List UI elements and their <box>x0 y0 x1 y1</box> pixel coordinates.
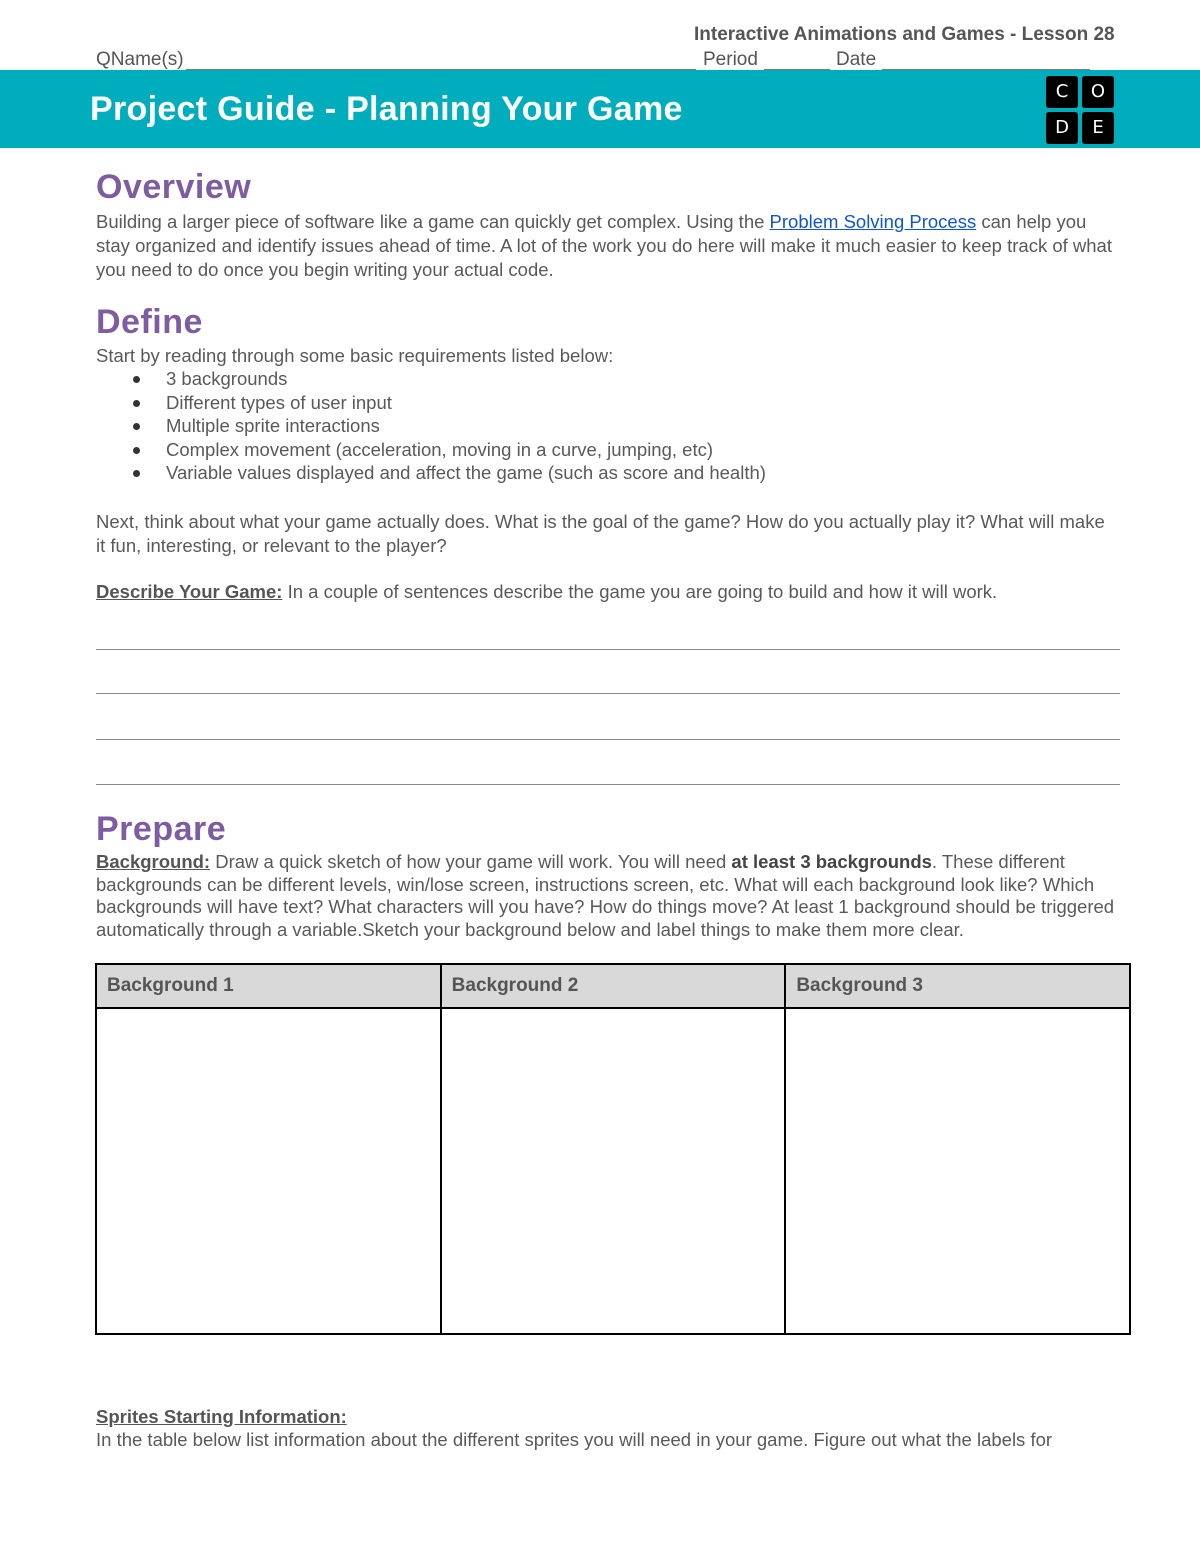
list-item <box>130 391 766 415</box>
sketch-cell-background-2[interactable] <box>441 1008 786 1334</box>
answer-line-4[interactable] <box>96 784 1120 785</box>
describe-text: In a couple of sentences describe the game you are going to build and how it will work. <box>282 581 998 602</box>
period-label: Period <box>703 49 758 70</box>
table-header-background-3: Background 3 <box>785 964 1130 1008</box>
overview-heading: Overview <box>96 168 252 206</box>
logo-letter-e: E <box>1082 112 1114 144</box>
define-heading: Define <box>96 303 203 341</box>
background-text-start: Draw a quick sketch of how your game will work. You will need <box>210 851 732 872</box>
name-label: QName(s) <box>96 49 184 70</box>
answer-line-1[interactable] <box>96 649 1120 650</box>
background-label: Background: <box>96 851 211 872</box>
overview-text-start: Building a larger piece of software like a game can quickly get complex. Using the <box>96 211 770 232</box>
requirement-text: Different types of user input <box>166 391 392 413</box>
prepare-heading: Prepare <box>96 810 227 848</box>
bullet-icon <box>133 400 140 407</box>
overview-text <box>96 210 1116 282</box>
logo-letter-d: D <box>1046 112 1078 144</box>
define-next-text: Next, think about what your game actually does. What is the goal of the game? How do you actually play it? What will make it fun, interesting, or relevant to the player? <box>96 511 1105 556</box>
answer-line-2[interactable] <box>96 693 1120 694</box>
background-emphasis: at least 3 backgrounds <box>731 851 932 872</box>
list-item <box>130 461 766 485</box>
requirement-text: 3 backgrounds <box>166 368 288 389</box>
define-intro: Start by reading through some basic requirements listed below: <box>96 345 614 366</box>
describe-label: Describe Your Game: <box>96 581 283 602</box>
name-period-date-line <box>96 49 1096 71</box>
table-header-background-1: Background 1 <box>96 964 441 1008</box>
sprites-text: In the table below list information about the different sprites you will need in your game. Figure out what the labels for <box>96 1429 1053 1450</box>
list-item <box>130 438 766 462</box>
sprites-label-line <box>96 1405 1126 1429</box>
page-title: Project Guide - Planning Your Game <box>90 90 683 128</box>
requirement-text: Multiple sprite interactions <box>166 415 380 437</box>
bullet-icon <box>133 376 140 383</box>
describe-prompt <box>96 580 1126 604</box>
date-label: Date <box>836 49 877 70</box>
requirement-text: Variable values displayed and affect the game (such as score and health) <box>166 462 766 484</box>
sketch-cell-background-1[interactable] <box>96 1008 441 1334</box>
sprites-label: Sprites Starting Information: <box>96 1406 347 1427</box>
overview-text-end: can help you stay organized and identify issues ahead of time. A lot of the work you do here will make it much easier to keep track of what you need to do once you begin writing your actual code. <box>96 211 1112 280</box>
bullet-icon <box>133 423 140 430</box>
background-instructions <box>96 851 1131 941</box>
logo-letter-c: C <box>1046 76 1078 108</box>
bullet-icon <box>133 447 140 454</box>
list-item <box>130 367 766 391</box>
table-header-background-2: Background 2 <box>441 964 786 1008</box>
requirement-text: Complex movement (acceleration, moving in a curve, jumping, etc) <box>166 438 714 460</box>
background-sketch-table <box>95 963 1131 1335</box>
list-item <box>130 414 766 438</box>
code-logo <box>1044 74 1116 146</box>
course-title: Interactive Animations and Games - Lesson 28 <box>694 24 1115 45</box>
answer-line-3[interactable] <box>96 739 1120 740</box>
logo-letter-o: O <box>1082 76 1114 108</box>
background-text-end: . These different backgrounds can be different levels, win/lose screen, instructions screen, etc. What will each background look like? Which backgrounds will have text? What characters will you have? How do things move? At least 1 background should be triggered automatically through a variable.Sketch your background below and label things to make them more clear. <box>96 851 1115 940</box>
bullet-icon <box>133 470 140 477</box>
requirements-list <box>130 367 766 485</box>
sketch-cell-background-3[interactable] <box>785 1008 1130 1334</box>
problem-solving-process-link[interactable]: Problem Solving Process <box>769 211 977 232</box>
